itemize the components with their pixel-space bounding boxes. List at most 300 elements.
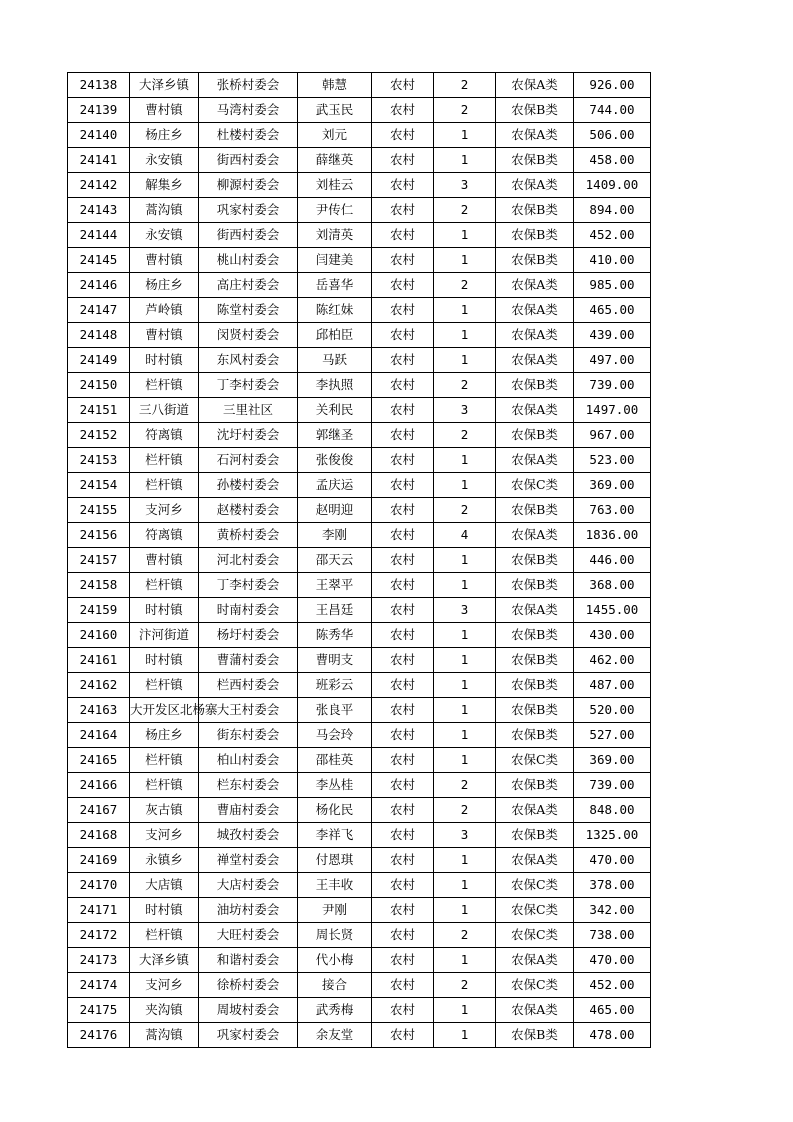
insurance-category-cell: 农保A类 <box>496 173 574 198</box>
household-count-cell: 1 <box>434 1023 496 1048</box>
town-cell: 杨庄乡 <box>130 273 199 298</box>
residence-type-cell: 农村 <box>372 773 434 798</box>
insurance-category-cell: 农保B类 <box>496 198 574 223</box>
name-cell: 代小梅 <box>298 948 372 973</box>
town-cell: 永镇乡 <box>130 848 199 873</box>
town-cell: 栏杆镇 <box>130 573 199 598</box>
table-row <box>68 698 651 723</box>
table-row <box>68 323 651 348</box>
village-cell: 桃山村委会 <box>199 248 298 273</box>
residence-type-cell: 农村 <box>372 273 434 298</box>
name-cell: 曹明支 <box>298 648 372 673</box>
household-count-cell: 2 <box>434 773 496 798</box>
table-row <box>68 398 651 423</box>
record-id-cell: 24157 <box>68 548 130 573</box>
amount-cell: 452.00 <box>574 223 651 248</box>
table-row <box>68 1023 651 1048</box>
residence-type-cell: 农村 <box>372 1023 434 1048</box>
town-cell: 符离镇 <box>130 423 199 448</box>
town-cell: 三八街道 <box>130 398 199 423</box>
record-id-cell: 24147 <box>68 298 130 323</box>
record-id-cell: 24168 <box>68 823 130 848</box>
insurance-category-cell: 农保B类 <box>496 248 574 273</box>
town-cell: 芦岭镇 <box>130 298 199 323</box>
village-cell: 孙楼村委会 <box>199 473 298 498</box>
village-cell: 赵楼村委会 <box>199 498 298 523</box>
amount-cell: 369.00 <box>574 748 651 773</box>
name-cell: 余友堂 <box>298 1023 372 1048</box>
name-cell: 王昌廷 <box>298 598 372 623</box>
amount-cell: 368.00 <box>574 573 651 598</box>
name-cell: 班彩云 <box>298 673 372 698</box>
town-cell: 支河乡 <box>130 973 199 998</box>
name-cell: 马会玲 <box>298 723 372 748</box>
insurance-category-cell: 农保A类 <box>496 73 574 98</box>
table-row <box>68 298 651 323</box>
village-cell: 东风村委会 <box>199 348 298 373</box>
residence-type-cell: 农村 <box>372 523 434 548</box>
town-cell: 栏杆镇 <box>130 923 199 948</box>
name-cell: 尹传仁 <box>298 198 372 223</box>
village-cell: 杜楼村委会 <box>199 123 298 148</box>
table-row <box>68 923 651 948</box>
insurance-category-cell: 农保B类 <box>496 773 574 798</box>
residence-type-cell: 农村 <box>372 248 434 273</box>
village-cell: 张桥村委会 <box>199 73 298 98</box>
village-cell: 河北村委会 <box>199 548 298 573</box>
insurance-category-cell: 农保A类 <box>496 298 574 323</box>
residence-type-cell: 农村 <box>372 973 434 998</box>
table-row <box>68 348 651 373</box>
insurance-category-cell: 农保B类 <box>496 373 574 398</box>
village-cell: 巩家村委会 <box>199 198 298 223</box>
amount-cell: 506.00 <box>574 123 651 148</box>
record-id-cell: 24146 <box>68 273 130 298</box>
amount-cell: 967.00 <box>574 423 651 448</box>
town-cell: 大开发区北杨寨 <box>130 698 199 723</box>
village-cell: 沈圩村委会 <box>199 423 298 448</box>
village-cell: 马湾村委会 <box>199 98 298 123</box>
household-count-cell: 1 <box>434 123 496 148</box>
household-count-cell: 2 <box>434 498 496 523</box>
household-count-cell: 1 <box>434 873 496 898</box>
table-row <box>68 973 651 998</box>
insurance-category-cell: 农保B类 <box>496 423 574 448</box>
name-cell: 陈秀华 <box>298 623 372 648</box>
record-id-cell: 24176 <box>68 1023 130 1048</box>
table-row <box>68 598 651 623</box>
records-table <box>67 72 651 1048</box>
insurance-category-cell: 农保A类 <box>496 273 574 298</box>
town-cell: 支河乡 <box>130 823 199 848</box>
residence-type-cell: 农村 <box>372 348 434 373</box>
name-cell: 陈红妹 <box>298 298 372 323</box>
insurance-category-cell: 农保C类 <box>496 898 574 923</box>
amount-cell: 378.00 <box>574 873 651 898</box>
amount-cell: 738.00 <box>574 923 651 948</box>
town-cell: 曹村镇 <box>130 98 199 123</box>
village-cell: 大王村委会 <box>199 698 298 723</box>
residence-type-cell: 农村 <box>372 73 434 98</box>
table-row <box>68 123 651 148</box>
insurance-category-cell: 农保B类 <box>496 98 574 123</box>
household-count-cell: 3 <box>434 173 496 198</box>
residence-type-cell: 农村 <box>372 98 434 123</box>
table-row <box>68 73 651 98</box>
town-cell: 栏杆镇 <box>130 673 199 698</box>
amount-cell: 763.00 <box>574 498 651 523</box>
insurance-category-cell: 农保C类 <box>496 748 574 773</box>
table-row <box>68 873 651 898</box>
amount-cell: 369.00 <box>574 473 651 498</box>
insurance-category-cell: 农保A类 <box>496 448 574 473</box>
town-cell: 栏杆镇 <box>130 748 199 773</box>
town-cell: 曹村镇 <box>130 323 199 348</box>
residence-type-cell: 农村 <box>372 398 434 423</box>
household-count-cell: 1 <box>434 298 496 323</box>
village-cell: 街西村委会 <box>199 148 298 173</box>
insurance-category-cell: 农保B类 <box>496 548 574 573</box>
record-id-cell: 24138 <box>68 73 130 98</box>
record-id-cell: 24164 <box>68 723 130 748</box>
amount-cell: 1497.00 <box>574 398 651 423</box>
household-count-cell: 3 <box>434 398 496 423</box>
name-cell: 李祥飞 <box>298 823 372 848</box>
household-count-cell: 1 <box>434 723 496 748</box>
town-cell: 栏杆镇 <box>130 473 199 498</box>
record-id-cell: 24154 <box>68 473 130 498</box>
village-cell: 陈堂村委会 <box>199 298 298 323</box>
name-cell: 邱柏臣 <box>298 323 372 348</box>
insurance-category-cell: 农保B类 <box>496 573 574 598</box>
household-count-cell: 2 <box>434 923 496 948</box>
household-count-cell: 1 <box>434 573 496 598</box>
residence-type-cell: 农村 <box>372 823 434 848</box>
name-cell: 闫建美 <box>298 248 372 273</box>
village-cell: 油坊村委会 <box>199 898 298 923</box>
residence-type-cell: 农村 <box>372 148 434 173</box>
record-id-cell: 24150 <box>68 373 130 398</box>
insurance-category-cell: 农保A类 <box>496 798 574 823</box>
amount-cell: 452.00 <box>574 973 651 998</box>
table-row <box>68 673 651 698</box>
town-cell: 大泽乡镇 <box>130 73 199 98</box>
insurance-category-cell: 农保B类 <box>496 223 574 248</box>
name-cell: 邵天云 <box>298 548 372 573</box>
name-cell: 王翠平 <box>298 573 372 598</box>
residence-type-cell: 农村 <box>372 798 434 823</box>
residence-type-cell: 农村 <box>372 298 434 323</box>
village-cell: 时南村委会 <box>199 598 298 623</box>
town-cell: 灰古镇 <box>130 798 199 823</box>
household-count-cell: 1 <box>434 623 496 648</box>
town-cell: 大店镇 <box>130 873 199 898</box>
amount-cell: 894.00 <box>574 198 651 223</box>
table-row <box>68 273 651 298</box>
household-count-cell: 2 <box>434 423 496 448</box>
town-cell: 支河乡 <box>130 498 199 523</box>
residence-type-cell: 农村 <box>372 723 434 748</box>
household-count-cell: 2 <box>434 198 496 223</box>
village-cell: 和谐村委会 <box>199 948 298 973</box>
residence-type-cell: 农村 <box>372 748 434 773</box>
name-cell: 关利民 <box>298 398 372 423</box>
name-cell: 武玉民 <box>298 98 372 123</box>
village-cell: 柏山村委会 <box>199 748 298 773</box>
name-cell: 孟庆运 <box>298 473 372 498</box>
household-count-cell: 1 <box>434 548 496 573</box>
record-id-cell: 24165 <box>68 748 130 773</box>
amount-cell: 985.00 <box>574 273 651 298</box>
insurance-category-cell: 农保C类 <box>496 473 574 498</box>
residence-type-cell: 农村 <box>372 848 434 873</box>
town-cell: 解集乡 <box>130 173 199 198</box>
table-row <box>68 198 651 223</box>
amount-cell: 410.00 <box>574 248 651 273</box>
insurance-category-cell: 农保B类 <box>496 673 574 698</box>
record-id-cell: 24166 <box>68 773 130 798</box>
insurance-category-cell: 农保B类 <box>496 148 574 173</box>
amount-cell: 430.00 <box>574 623 651 648</box>
insurance-category-cell: 农保A类 <box>496 998 574 1023</box>
town-cell: 蒿沟镇 <box>130 198 199 223</box>
amount-cell: 1836.00 <box>574 523 651 548</box>
amount-cell: 1409.00 <box>574 173 651 198</box>
household-count-cell: 1 <box>434 248 496 273</box>
residence-type-cell: 农村 <box>372 598 434 623</box>
table-row <box>68 223 651 248</box>
record-id-cell: 24156 <box>68 523 130 548</box>
household-count-cell: 1 <box>434 848 496 873</box>
village-cell: 徐桥村委会 <box>199 973 298 998</box>
household-count-cell: 1 <box>434 748 496 773</box>
amount-cell: 458.00 <box>574 148 651 173</box>
town-cell: 杨庄乡 <box>130 723 199 748</box>
residence-type-cell: 农村 <box>372 223 434 248</box>
amount-cell: 497.00 <box>574 348 651 373</box>
name-cell: 杨化民 <box>298 798 372 823</box>
name-cell: 邵桂英 <box>298 748 372 773</box>
amount-cell: 465.00 <box>574 998 651 1023</box>
household-count-cell: 1 <box>434 348 496 373</box>
town-cell: 时村镇 <box>130 898 199 923</box>
village-cell: 栏西村委会 <box>199 673 298 698</box>
insurance-category-cell: 农保B类 <box>496 723 574 748</box>
household-count-cell: 3 <box>434 598 496 623</box>
insurance-category-cell: 农保A类 <box>496 323 574 348</box>
household-count-cell: 4 <box>434 523 496 548</box>
table-row <box>68 498 651 523</box>
amount-cell: 739.00 <box>574 373 651 398</box>
town-cell: 栏杆镇 <box>130 773 199 798</box>
insurance-category-cell: 农保B类 <box>496 623 574 648</box>
residence-type-cell: 农村 <box>372 623 434 648</box>
name-cell: 岳喜华 <box>298 273 372 298</box>
household-count-cell: 1 <box>434 648 496 673</box>
name-cell: 尹刚 <box>298 898 372 923</box>
insurance-category-cell: 农保C类 <box>496 973 574 998</box>
record-id-cell: 24141 <box>68 148 130 173</box>
amount-cell: 527.00 <box>574 723 651 748</box>
name-cell: 刘元 <box>298 123 372 148</box>
insurance-category-cell: 农保B类 <box>496 648 574 673</box>
town-cell: 永安镇 <box>130 148 199 173</box>
record-id-cell: 24140 <box>68 123 130 148</box>
village-cell: 栏东村委会 <box>199 773 298 798</box>
household-count-cell: 2 <box>434 973 496 998</box>
household-count-cell: 1 <box>434 473 496 498</box>
town-cell: 曹村镇 <box>130 248 199 273</box>
table-row <box>68 373 651 398</box>
record-id-cell: 24161 <box>68 648 130 673</box>
insurance-category-cell: 农保B类 <box>496 1023 574 1048</box>
table-row <box>68 623 651 648</box>
table-row <box>68 523 651 548</box>
table-row <box>68 648 651 673</box>
household-count-cell: 1 <box>434 223 496 248</box>
village-cell: 丁李村委会 <box>199 573 298 598</box>
amount-cell: 1325.00 <box>574 823 651 848</box>
record-id-cell: 24143 <box>68 198 130 223</box>
residence-type-cell: 农村 <box>372 173 434 198</box>
residence-type-cell: 农村 <box>372 673 434 698</box>
name-cell: 付恩琪 <box>298 848 372 873</box>
household-count-cell: 2 <box>434 373 496 398</box>
record-id-cell: 24144 <box>68 223 130 248</box>
insurance-category-cell: 农保A类 <box>496 348 574 373</box>
village-cell: 曹庙村委会 <box>199 798 298 823</box>
name-cell: 韩慧 <box>298 73 372 98</box>
residence-type-cell: 农村 <box>372 498 434 523</box>
residence-type-cell: 农村 <box>372 698 434 723</box>
amount-cell: 487.00 <box>574 673 651 698</box>
table-row <box>68 948 651 973</box>
town-cell: 永安镇 <box>130 223 199 248</box>
amount-cell: 439.00 <box>574 323 651 348</box>
insurance-category-cell: 农保A类 <box>496 123 574 148</box>
village-cell: 闵贤村委会 <box>199 323 298 348</box>
town-cell: 时村镇 <box>130 598 199 623</box>
village-cell: 大旺村委会 <box>199 923 298 948</box>
table-row <box>68 748 651 773</box>
amount-cell: 523.00 <box>574 448 651 473</box>
insurance-category-cell: 农保A类 <box>496 598 574 623</box>
residence-type-cell: 农村 <box>372 573 434 598</box>
record-id-cell: 24160 <box>68 623 130 648</box>
town-cell: 夹沟镇 <box>130 998 199 1023</box>
record-id-cell: 24151 <box>68 398 130 423</box>
name-cell: 刘清英 <box>298 223 372 248</box>
household-count-cell: 2 <box>434 98 496 123</box>
town-cell: 栏杆镇 <box>130 373 199 398</box>
record-id-cell: 24169 <box>68 848 130 873</box>
town-cell: 大泽乡镇 <box>130 948 199 973</box>
insurance-category-cell: 农保A类 <box>496 848 574 873</box>
record-id-cell: 24172 <box>68 923 130 948</box>
amount-cell: 848.00 <box>574 798 651 823</box>
table-row <box>68 773 651 798</box>
household-count-cell: 1 <box>434 323 496 348</box>
amount-cell: 926.00 <box>574 73 651 98</box>
record-id-cell: 24152 <box>68 423 130 448</box>
name-cell: 马跃 <box>298 348 372 373</box>
name-cell: 薛继英 <box>298 148 372 173</box>
record-id-cell: 24167 <box>68 798 130 823</box>
household-count-cell: 1 <box>434 698 496 723</box>
record-id-cell: 24148 <box>68 323 130 348</box>
village-cell: 柳源村委会 <box>199 173 298 198</box>
household-count-cell: 1 <box>434 948 496 973</box>
record-id-cell: 24163 <box>68 698 130 723</box>
table-row <box>68 998 651 1023</box>
table-row <box>68 98 651 123</box>
town-cell: 栏杆镇 <box>130 448 199 473</box>
name-cell: 张良平 <box>298 698 372 723</box>
residence-type-cell: 农村 <box>372 448 434 473</box>
table-row <box>68 173 651 198</box>
amount-cell: 739.00 <box>574 773 651 798</box>
residence-type-cell: 农村 <box>372 923 434 948</box>
table-row <box>68 573 651 598</box>
town-cell: 杨庄乡 <box>130 123 199 148</box>
village-cell: 黄桥村委会 <box>199 523 298 548</box>
town-cell: 时村镇 <box>130 648 199 673</box>
village-cell: 周坡村委会 <box>199 998 298 1023</box>
amount-cell: 470.00 <box>574 848 651 873</box>
household-count-cell: 2 <box>434 798 496 823</box>
name-cell: 周长贤 <box>298 923 372 948</box>
village-cell: 杨圩村委会 <box>199 623 298 648</box>
household-count-cell: 1 <box>434 898 496 923</box>
table-row <box>68 723 651 748</box>
name-cell: 郭继圣 <box>298 423 372 448</box>
record-id-cell: 24174 <box>68 973 130 998</box>
name-cell: 赵明迎 <box>298 498 372 523</box>
village-cell: 三里社区 <box>199 398 298 423</box>
amount-cell: 342.00 <box>574 898 651 923</box>
amount-cell: 744.00 <box>574 98 651 123</box>
record-id-cell: 24159 <box>68 598 130 623</box>
record-id-cell: 24153 <box>68 448 130 473</box>
residence-type-cell: 农村 <box>372 648 434 673</box>
household-count-cell: 2 <box>434 273 496 298</box>
name-cell: 武秀梅 <box>298 998 372 1023</box>
amount-cell: 462.00 <box>574 648 651 673</box>
name-cell: 李刚 <box>298 523 372 548</box>
table-row <box>68 848 651 873</box>
insurance-category-cell: 农保A类 <box>496 948 574 973</box>
residence-type-cell: 农村 <box>372 323 434 348</box>
insurance-category-cell: 农保B类 <box>496 698 574 723</box>
name-cell: 李丛桂 <box>298 773 372 798</box>
table-row <box>68 823 651 848</box>
village-cell: 城孜村委会 <box>199 823 298 848</box>
residence-type-cell: 农村 <box>372 373 434 398</box>
table-body <box>68 73 651 1048</box>
village-cell: 巩家村委会 <box>199 1023 298 1048</box>
amount-cell: 465.00 <box>574 298 651 323</box>
record-id-cell: 24170 <box>68 873 130 898</box>
amount-cell: 520.00 <box>574 698 651 723</box>
amount-cell: 470.00 <box>574 948 651 973</box>
town-cell: 符离镇 <box>130 523 199 548</box>
town-cell: 曹村镇 <box>130 548 199 573</box>
residence-type-cell: 农村 <box>372 998 434 1023</box>
name-cell: 王丰收 <box>298 873 372 898</box>
insurance-category-cell: 农保B类 <box>496 498 574 523</box>
residence-type-cell: 农村 <box>372 948 434 973</box>
household-count-cell: 1 <box>434 998 496 1023</box>
